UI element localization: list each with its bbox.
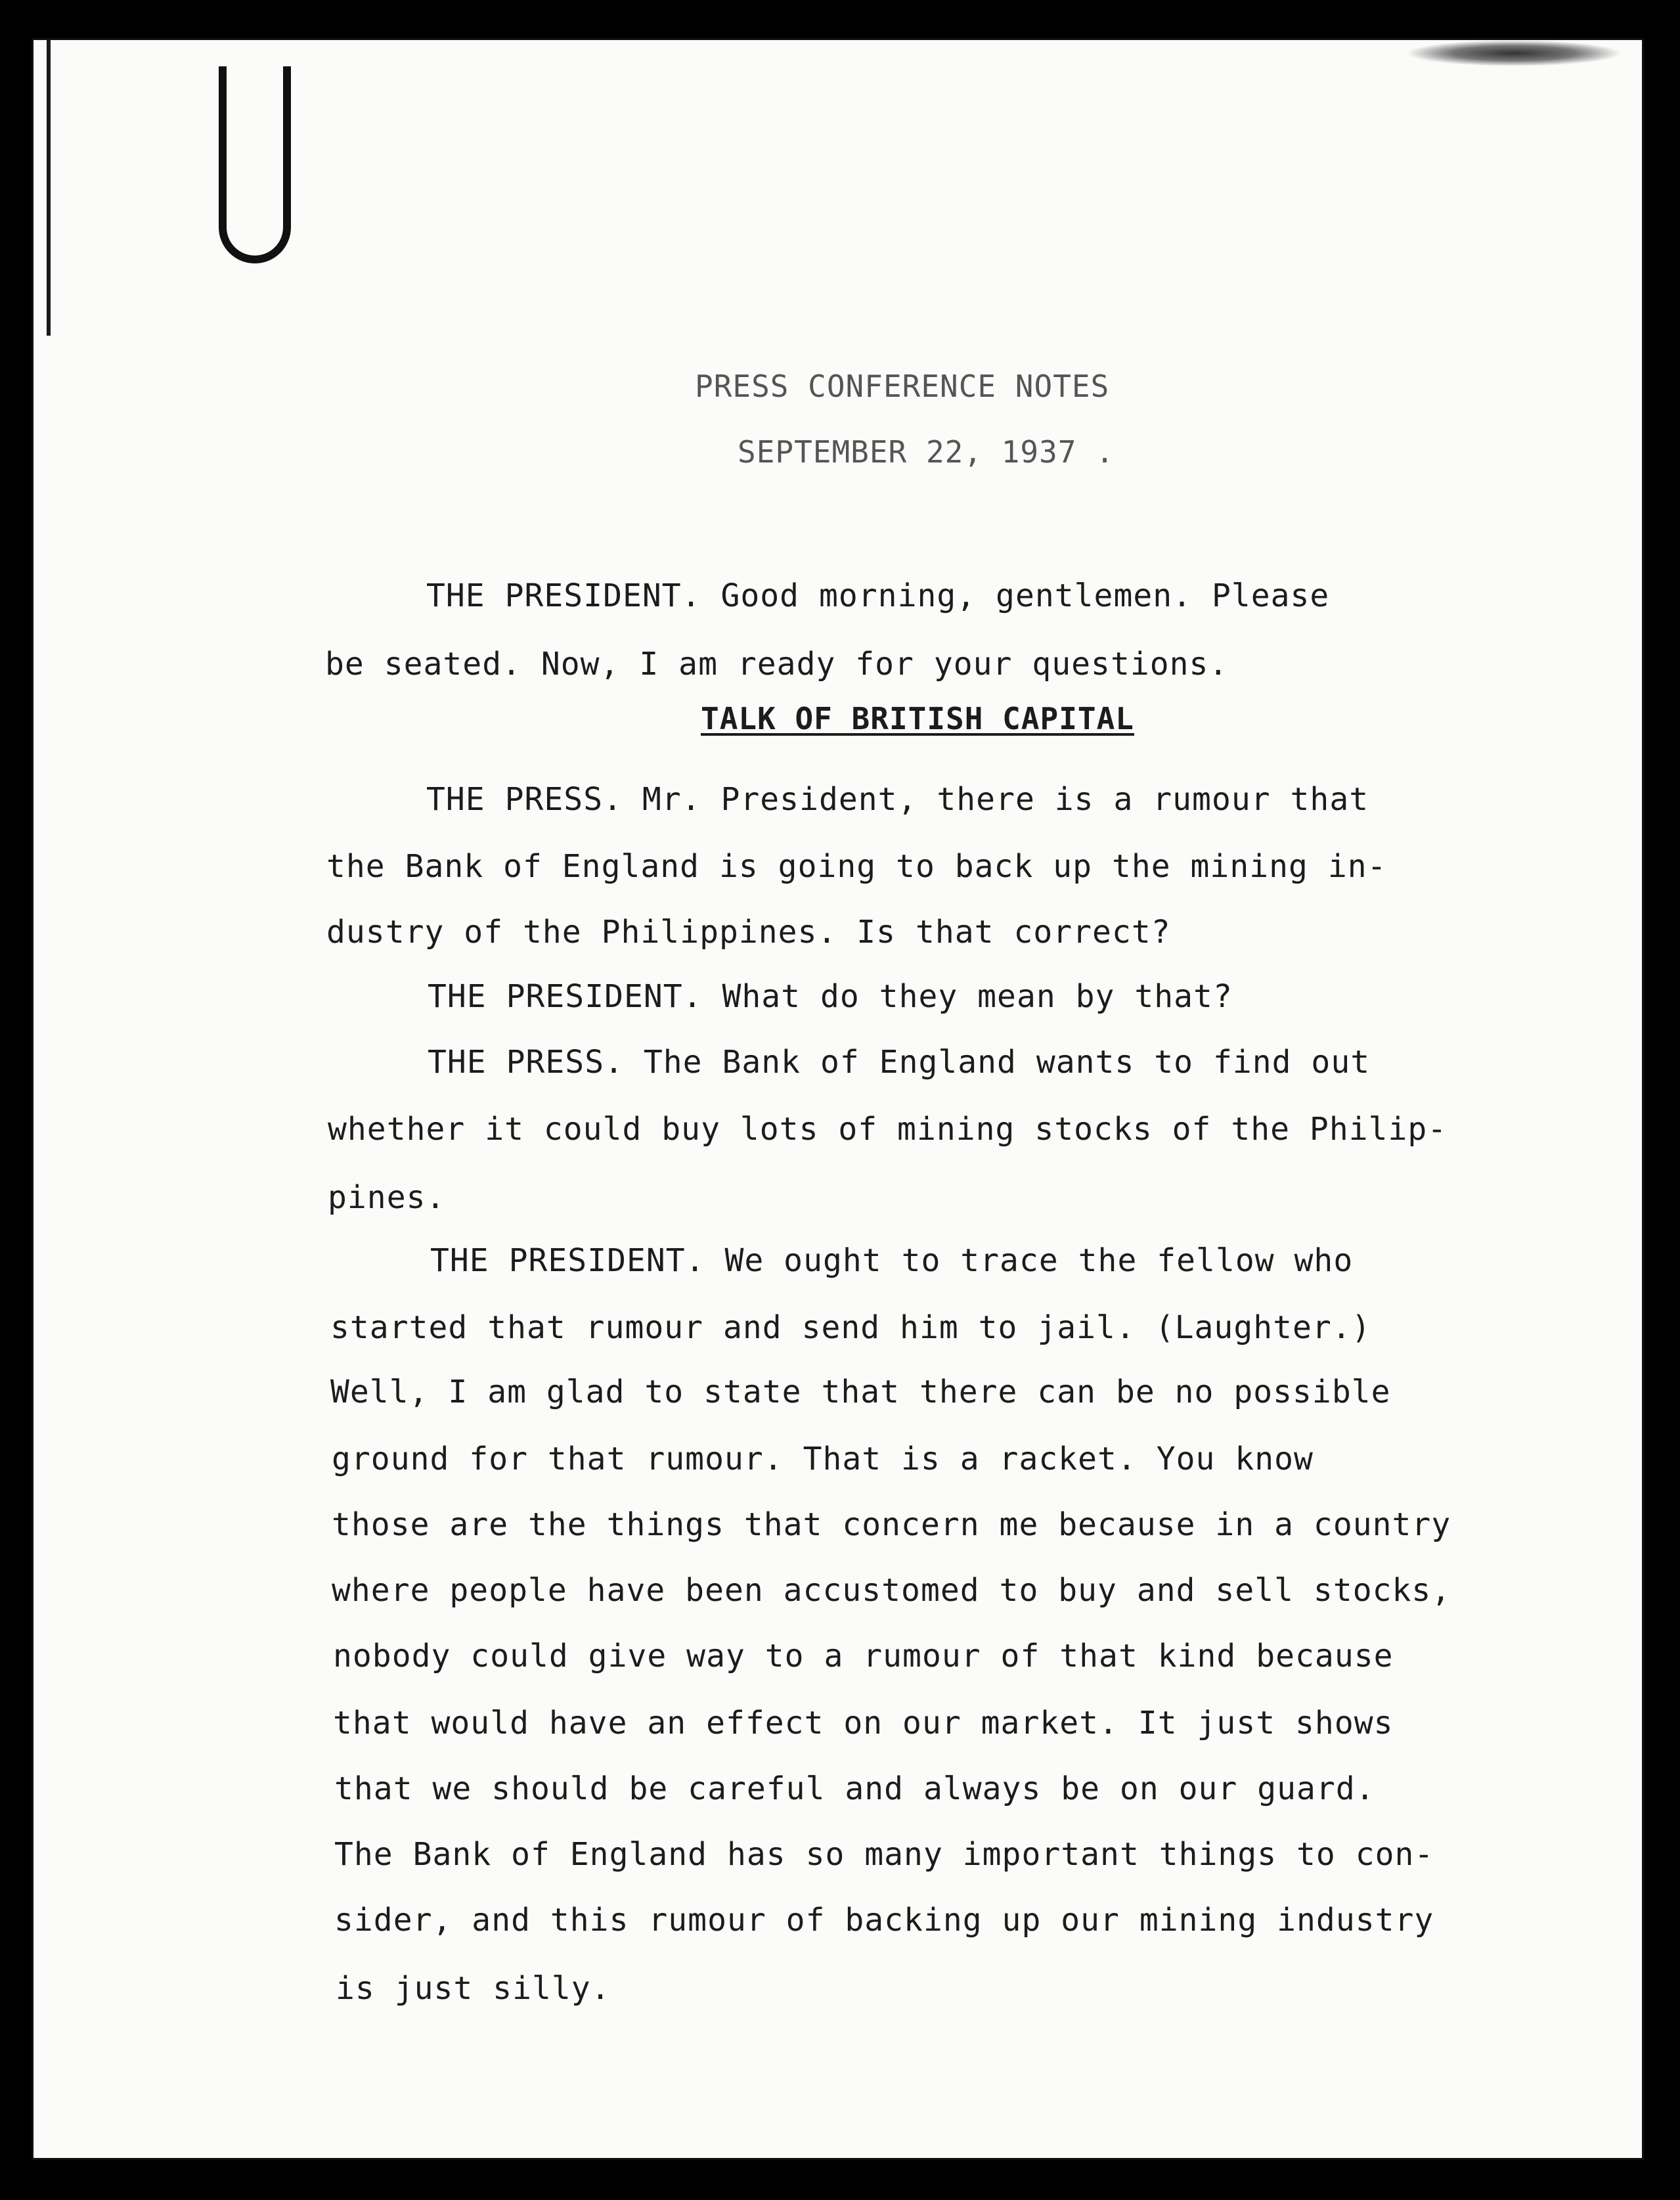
- text-line-7: THE PRESS. The Bank of England wants to find out: [428, 1044, 1371, 1081]
- text-line-20: sider, and this rumour of backing up our mining industry: [334, 1902, 1434, 1939]
- text-line-9: pines.: [328, 1179, 446, 1216]
- text-line-3: THE PRESS. Mr. President, there is a rumour that: [426, 781, 1369, 818]
- document-title: PRESS CONFERENCE NOTES: [695, 369, 1110, 404]
- section-heading: TALK OF BRITISH CAPITAL: [701, 701, 1134, 736]
- text-line-14: those are the things that concern me because in a country: [332, 1506, 1451, 1543]
- text-line-12: Well, I am glad to state that there can be no possible: [330, 1374, 1391, 1410]
- text-line-21: is just silly.: [336, 1970, 611, 2007]
- text-line-2: be seated. Now, I am ready for your questions.: [325, 646, 1229, 683]
- text-line-4: the Bank of England is going to back up the mining in-: [326, 848, 1387, 885]
- text-line-18: that we should be careful and always be on our guard.: [334, 1770, 1375, 1807]
- document-page: [32, 38, 1644, 2160]
- document-date: SEPTEMBER 22, 1937 .: [738, 434, 1115, 470]
- text-line-6: THE PRESIDENT. What do they mean by that?: [428, 978, 1233, 1015]
- text-line-13: ground for that rumour. That is a racket. You know: [332, 1441, 1314, 1477]
- text-line-15: where people have been accustomed to buy and sell stocks,: [332, 1572, 1451, 1609]
- text-line-17: that would have an effect on our market. It just shows: [333, 1705, 1394, 1741]
- text-line-8: whether it could buy lots of mining stocks of the Philip-: [328, 1111, 1448, 1148]
- corner-smudge: [1405, 40, 1622, 66]
- text-line-1: THE PRESIDENT. Good morning, gentlemen. Please: [426, 577, 1330, 614]
- left-edge-mark: [47, 40, 51, 336]
- paper-clip-mark: [219, 66, 291, 263]
- text-line-19: The Bank of England has so many important things to con-: [334, 1836, 1434, 1873]
- text-line-11: started that rumour and send him to jail. (Laughter.): [330, 1309, 1371, 1346]
- text-line-10: THE PRESIDENT. We ought to trace the fellow who: [430, 1242, 1354, 1279]
- text-line-16: nobody could give way to a rumour of that kind because: [333, 1638, 1394, 1674]
- text-line-5: dustry of the Philippines. Is that correct?: [326, 914, 1171, 951]
